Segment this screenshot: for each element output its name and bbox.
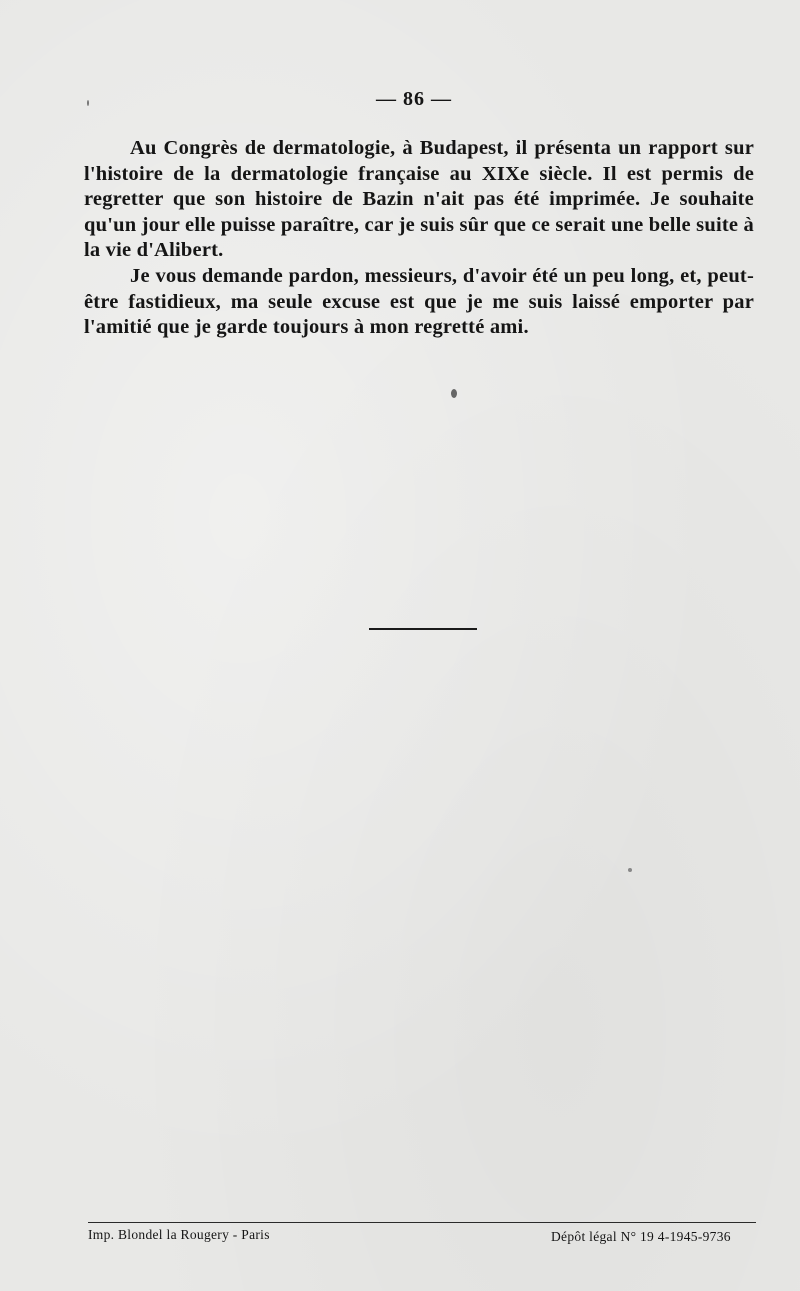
section-separator-rule bbox=[369, 628, 477, 630]
ink-speck bbox=[628, 868, 632, 872]
body-text bbox=[84, 136, 754, 341]
printer-imprint: Imp. Blondel la Rougery - Paris bbox=[88, 1227, 270, 1242]
ink-speck bbox=[87, 100, 89, 106]
paragraph-2: Je vous demande pardon, messieurs, d'avoir été un peu long, et, peut-être fastidieux, ma seule excuse est que je me suis laissé emporter par l'amitié que je garde toujours à mon regretté ami. bbox=[84, 264, 754, 339]
page-number: — 86 — bbox=[376, 88, 452, 110]
paragraph-1: Au Congrès de dermatologie, à Budapest, il présenta un rapport sur l'histoire de la dermatologie française au XIXe siècle. Il est permis de regretter que son histoire de Bazin n'ait pas été imprimée. Je souhaite qu'un jour elle puisse paraître, car je suis sûr que ce serait une belle suite à la vie d'Alibert. bbox=[84, 137, 754, 262]
footer-rule bbox=[88, 1222, 756, 1223]
ink-speck bbox=[451, 389, 457, 398]
legal-deposit: Dépôt légal N° 19 4-1945-9736 bbox=[551, 1229, 731, 1244]
